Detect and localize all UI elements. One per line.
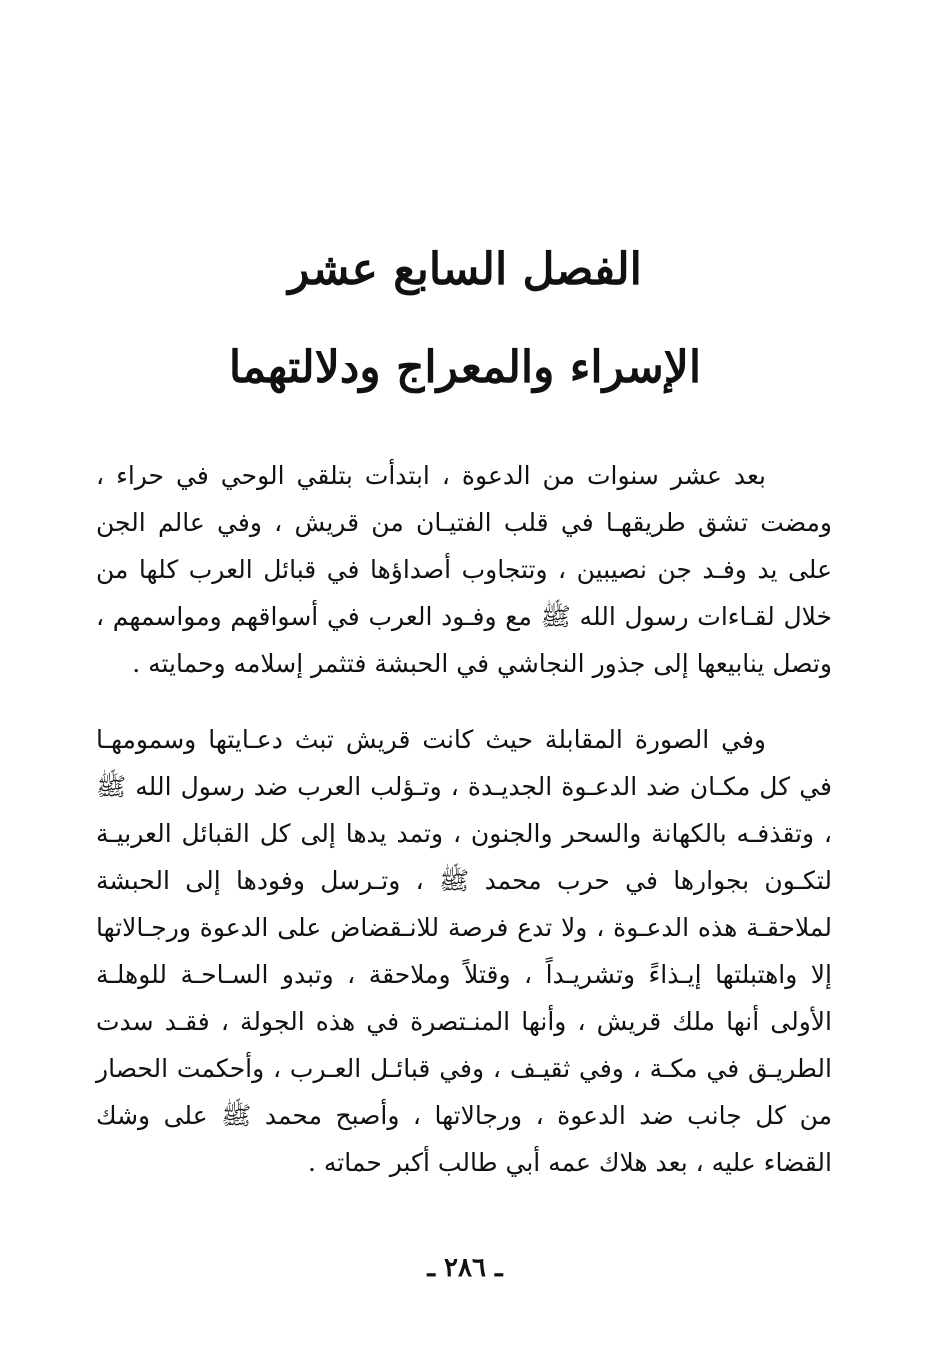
chapter-title-heading: الإسراء والمعراج ودلالتهما [228, 342, 702, 393]
chapter-number-heading: الفصل السابع عشر [288, 244, 642, 295]
body-paragraph-2: وفي الصورة المقابلة حيث كانت قريش تبث دعـايتها وسمومهـا في كل مكـان ضد الدعـوة الجديـدة ، وتـؤلب العرب ضد رسول الله ﷺ ، وتقذفـه بالكهانة والسحر والجنون ، وتمد يدها إلى كل القبائل العربيـة لتكـون بجوارها في حرب محمد ﷺ ، وتـرسل وفودها إلى الحبشة لملاحقـة هذه الدعـوة ، ولا تدع فرصة للانـقضاض على الدعوة ورجـالاتها إلا واهتبلتها إيـذاءً وتشريـداً ، وقتلاً وملاحقة ، وتبدو السـاحـة للوهلـة الأولى أنها ملك قريش ، وأنها المنـتصرة في هذه الجولة ، فقـد سدت الطريـق في مكـة ، وفي ثقيـف ، وفي قبائـل العـرب ، وأحكمت الحصار من كل جانب ضد الدعوة ، ورجالاتها ، وأصبح محمد ﷺ على وشك القضاء عليه ، بعد هلاك عمه أبي طالب أكبر حماته . [96, 725, 832, 1177]
page-number: ـ ٢٨٦ ـ [427, 1253, 503, 1283]
body-paragraph-1: بعد عشر سنوات من الدعوة ، ابتدأت بتلقي الوحي في حراء ، ومضت تشق طريقهـا في قلب الفتيـان من قريش ، وفي عالم الجن على يد وفـد جن نصيبين ، وتتجاوب أصداؤها في قبائل العرب كلها من خلال لقـاءات رسول الله ﷺ مع وفـود العرب في أسواقهم ومواسمهم ، وتصل ينابيعها إلى جذور النجاشي في الحبشة فتثمر إسلامه وحمايته . [96, 461, 832, 678]
